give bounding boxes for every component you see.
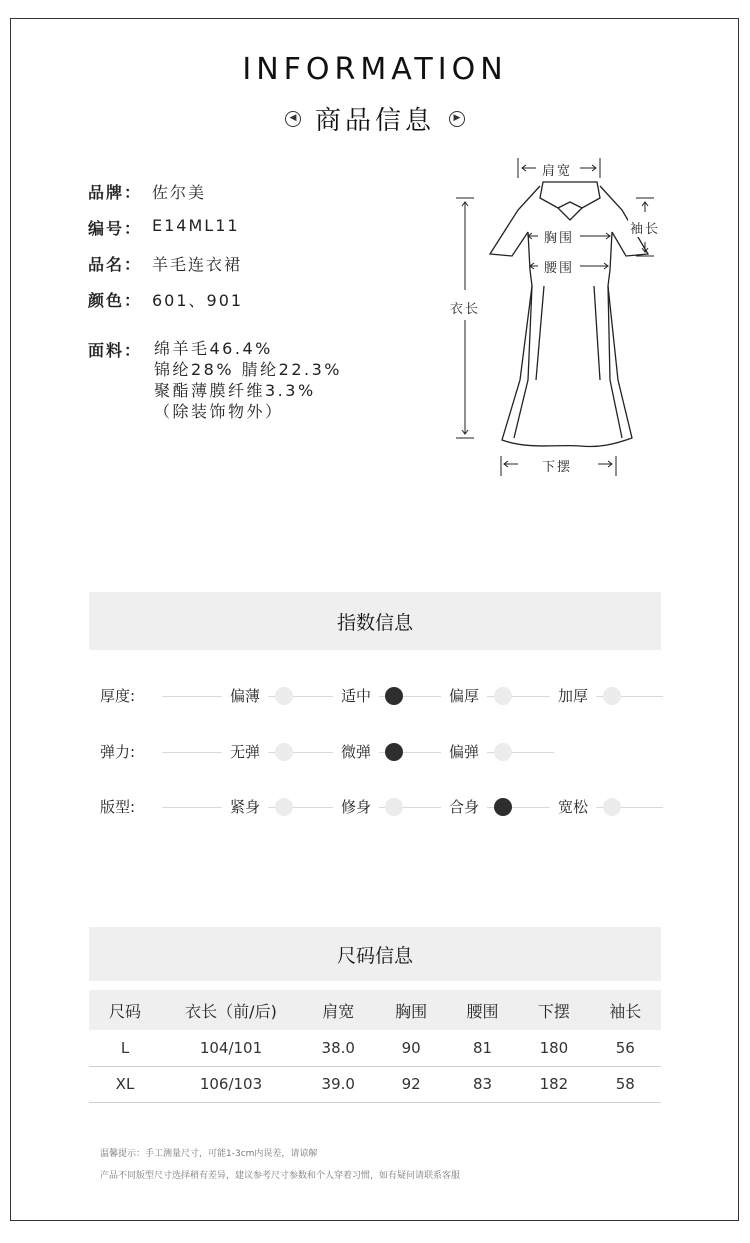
option-label: 适中 xyxy=(333,684,379,708)
table-row xyxy=(89,1030,661,1066)
fabric-line: 锦纶28% 腈纶22.3% xyxy=(154,360,342,379)
header-cell: 肩宽 xyxy=(301,990,375,1030)
fabric-row xyxy=(88,338,342,422)
brand-row xyxy=(88,180,243,216)
hem-cell: 182 xyxy=(518,1066,589,1102)
circle-left-arrow-icon: ◀ xyxy=(285,111,301,127)
chest-cell: 92 xyxy=(375,1066,446,1102)
circle-right-arrow-icon: ▶ xyxy=(449,111,465,127)
sleeve-cell: 58 xyxy=(590,1066,661,1102)
length-cell: 106/103 xyxy=(161,1066,301,1102)
option-label: 微弹 xyxy=(333,740,379,764)
product-info xyxy=(88,180,243,324)
code-label: 编号： xyxy=(88,219,143,238)
option-dot xyxy=(275,798,293,816)
chest-label: 胸围 xyxy=(542,227,576,246)
header-cell: 下摆 xyxy=(518,990,589,1030)
fit-row xyxy=(0,795,750,819)
header-cell: 袖长 xyxy=(590,990,661,1030)
option-dot xyxy=(494,743,512,761)
length-cell: 104/101 xyxy=(161,1030,301,1066)
table-row xyxy=(89,1066,661,1102)
size-table xyxy=(89,990,661,1103)
chest-cell: 90 xyxy=(375,1030,446,1066)
title-english: INFORMATION xyxy=(242,52,508,87)
option-label: 偏弹 xyxy=(441,740,487,764)
name-value: 羊毛连衣裙 xyxy=(152,255,243,274)
option-label: 偏厚 xyxy=(441,684,487,708)
option-dot-selected xyxy=(385,743,403,761)
fit-label: 版型: xyxy=(100,798,136,816)
thickness-row xyxy=(0,684,750,708)
option-dot-selected xyxy=(385,687,403,705)
header-cell: 尺码 xyxy=(89,990,161,1030)
thickness-label: 厚度: xyxy=(100,687,136,705)
option-label: 宽松 xyxy=(550,795,596,819)
color-row xyxy=(88,288,243,324)
name-row xyxy=(88,252,243,288)
name-label: 品名： xyxy=(88,255,143,274)
size-cell: XL xyxy=(89,1066,161,1102)
color-value: 601、901 xyxy=(152,291,244,310)
sleeve-cell: 56 xyxy=(590,1030,661,1066)
size-cell: L xyxy=(89,1030,161,1066)
fabric-line: （除装饰物外） xyxy=(154,402,284,421)
index-section-title: 指数信息 xyxy=(89,592,661,650)
waist-cell: 83 xyxy=(447,1066,518,1102)
waist-cell: 81 xyxy=(447,1030,518,1066)
option-label: 加厚 xyxy=(550,684,596,708)
fabric-label: 面料： xyxy=(88,341,143,360)
color-label: 颜色： xyxy=(88,291,143,310)
size-section-title: 尺码信息 xyxy=(89,927,661,981)
option-dot xyxy=(385,798,403,816)
shoulder-label: 肩宽 xyxy=(540,160,574,179)
shoulder-cell: 39.0 xyxy=(301,1066,375,1102)
option-label: 紧身 xyxy=(222,795,268,819)
code-row xyxy=(88,216,243,252)
sleeve-label: 袖长 xyxy=(628,218,662,237)
header-cell: 腰围 xyxy=(447,990,518,1030)
option-label: 修身 xyxy=(333,795,379,819)
length-label: 衣长 xyxy=(448,298,482,317)
elasticity-label: 弹力: xyxy=(100,743,136,761)
header-cell: 衣长（前/后) xyxy=(161,990,301,1030)
dress-measurement-diagram xyxy=(440,150,680,480)
option-dot xyxy=(603,798,621,816)
option-dot xyxy=(494,687,512,705)
title-chinese: 商品信息 xyxy=(314,106,435,136)
fabric-line: 聚酯薄膜纤维3.3% xyxy=(154,381,316,400)
option-label: 合身 xyxy=(441,795,487,819)
fabric-line: 绵羊毛46.4% xyxy=(154,339,273,358)
fabric-composition xyxy=(154,338,342,422)
size-table-header xyxy=(89,990,661,1030)
option-dot xyxy=(603,687,621,705)
brand-label: 品牌： xyxy=(88,183,143,202)
option-dot-selected xyxy=(494,798,512,816)
header-cell: 胸围 xyxy=(375,990,446,1030)
hem-label: 下摆 xyxy=(540,456,574,475)
option-label: 无弹 xyxy=(222,740,268,764)
option-label: 偏薄 xyxy=(222,684,268,708)
shoulder-cell: 38.0 xyxy=(301,1030,375,1066)
note-measurement: 温馨提示：手工测量尺寸，可能1-3cm内误差，请谅解 xyxy=(100,1149,318,1159)
hem-cell: 180 xyxy=(518,1030,589,1066)
title-chinese-row xyxy=(0,100,750,137)
option-dot xyxy=(275,743,293,761)
option-dot xyxy=(275,687,293,705)
elasticity-row xyxy=(0,740,750,764)
brand-value: 佐尔美 xyxy=(152,183,207,202)
code-value: E14ML11 xyxy=(152,216,240,235)
waist-label: 腰围 xyxy=(542,257,576,276)
note-fit-advice: 产品不同版型尺寸选择稍有差异，建议参考尺寸参数和个人穿着习惯，如有疑问请联系客服 xyxy=(100,1171,461,1181)
